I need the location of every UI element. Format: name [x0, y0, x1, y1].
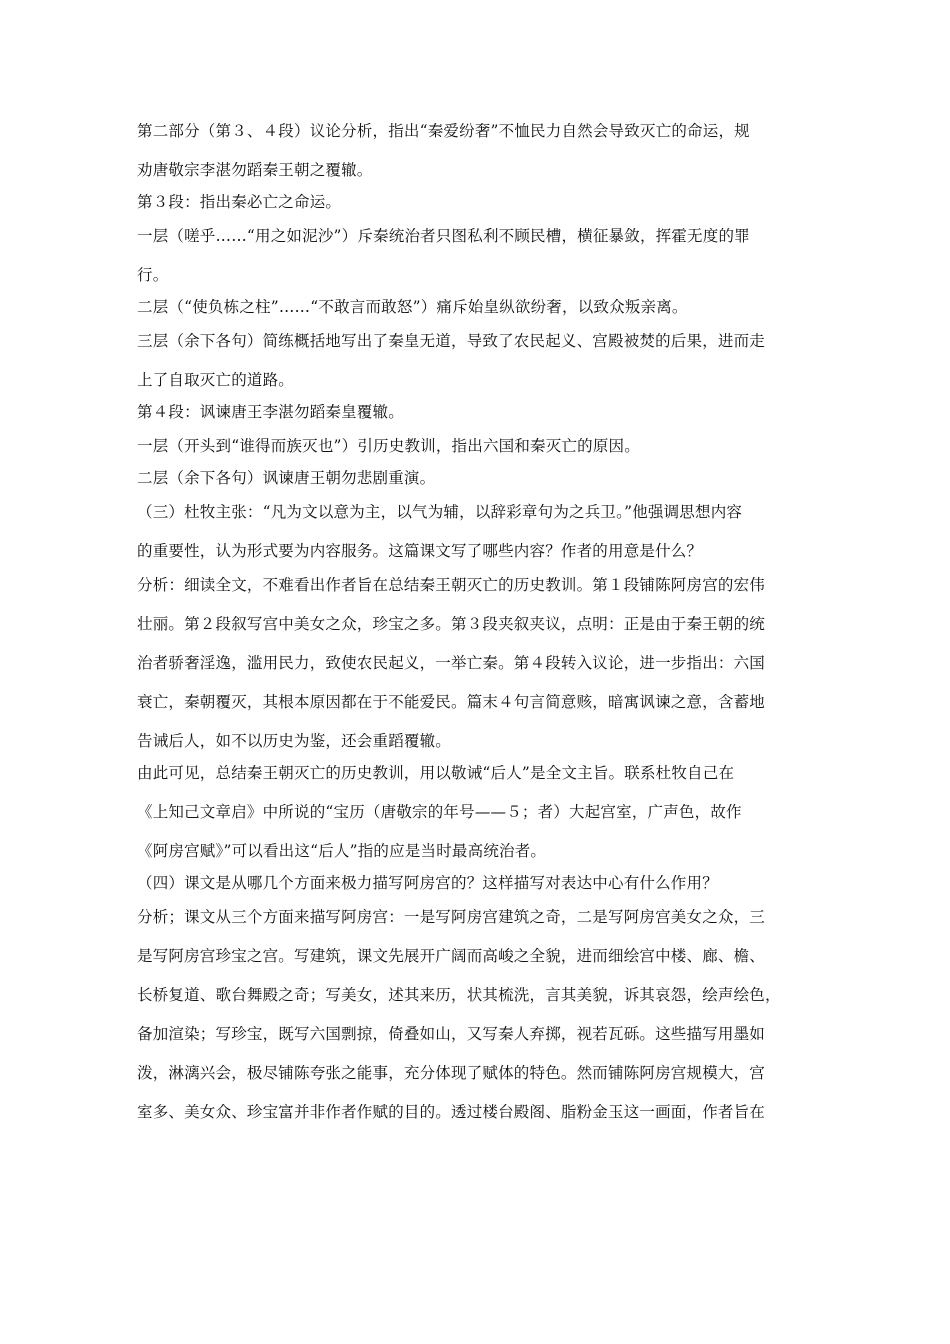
document-page	[137, 120, 817, 1123]
text-line: 衰亡，秦朝覆灭，其根本原因都在于不能爱民。篇末４句言简意赅，暗寓讽谏之意，含蓄地	[137, 693, 766, 711]
text-line: 分析；课文从三个方面来描写阿房宫：一是写阿房宫建筑之奇，二是写阿房宫美女之众，三	[137, 908, 766, 926]
text-line: 室多、美女众、珍宝富并非作者作赋的目的。透过楼台殿阁、脂粉金玉这一画面，作者旨在	[137, 1103, 766, 1121]
text-line: 劝唐敬宗李湛勿蹈秦王朝之覆辙。	[137, 161, 373, 179]
text-line: 泼，淋漓兴会，极尽铺陈夸张之能事，充分体现了赋体的特色。然而铺陈阿房宫规模大，宫	[137, 1064, 766, 1082]
text-line: 上了自取灭亡的道路。	[137, 371, 295, 389]
text-line: 治者骄奢淫逸，滥用民力，致使农民起义，一举亡秦。第４段转入议论，进一步指出：六国	[137, 654, 766, 672]
text-line: （四）课文是从哪几个方面来极力描写阿房宫的？这样描写对表达中心有什么作用？	[137, 874, 718, 892]
text-line: 二层（余下各句）讽谏唐王朝勿悲剧重演。	[137, 469, 436, 487]
text-line: （三）杜牧主张：“凡为文以意为主，以气为辅，以辞彩章句为之兵卫。”他强调思想内容	[137, 503, 743, 521]
text-line: 行。	[137, 266, 169, 284]
text-line: 壮丽。第２段叙写宫中美女之众，珍宝之多。第３段夹叙夹议，点明：正是由于秦王朝的统	[137, 615, 766, 633]
text-line: 告诫后人，如不以历史为鉴，还会重蹈覆辙。	[137, 732, 452, 750]
text-line: 第３段：指出秦必亡之命运。	[137, 193, 342, 211]
text-line: 第二部分（第３、４段）议论分析，指出“秦爱纷奢”不恤民力自然会导致灭亡的命运，规	[137, 122, 750, 140]
text-line: 二层（“使负栋之柱”……“不敢言而敢怒”）痛斥始皇纵欲纷奢，以致众叛亲离。	[137, 298, 688, 316]
text-line: 《上知己文章启》中所说的“宝历（唐敬宗的年号——５；者）大起宫室，广声色，故作	[137, 803, 742, 821]
text-line: 由此可见，总结秦王朝灭亡的历史教训，用以敬诫“后人”是全文主旨。联系杜牧自己在	[137, 764, 735, 782]
text-line: 备加渲染；写珍宝，既写六国剽掠，倚叠如山，又写秦人弃掷，视若瓦砾。这些描写用墨如	[137, 1025, 766, 1043]
text-line: 的重要性，认为形式要为内容服务。这篇课文写了哪些内容？作者的用意是什么？	[137, 542, 703, 560]
text-line: 第４段：讽谏唐王李湛勿蹈秦皇覆辙。	[137, 403, 404, 421]
text-line: 长桥复道、歌台舞殿之奇；写美女，述其来历，状其梳洗，言其美貌，诉其哀怨，绘声绘色，	[137, 986, 781, 1004]
text-line: 分析：细读全文，不难看出作者旨在总结秦王朝灭亡的历史教训。第１段铺陈阿房宫的宏伟	[137, 576, 766, 594]
text-line: 一层（嗟乎……“用之如泥沙”）斥秦统治者只图私利不顾民槽，横征暴敛，挥霍无度的罪	[137, 227, 750, 245]
text-line: 是写阿房宫珍宝之宫。写建筑，课文先展开广阔而高峻之全貌，进而细绘宫中楼、廊、檐、	[137, 947, 766, 965]
text-line: 《阿房宫赋》”可以看出这“后人”指的应是当时最高统治者。	[137, 842, 547, 860]
text-line: 一层（开头到“谁得而族灭也”）引历史教训，指出六国和秦灭亡的原因。	[137, 437, 640, 455]
text-line: 三层（余下各句）简练概括地写出了秦皇无道，导致了农民起义、宫殿被焚的后果，进而走	[137, 332, 766, 350]
